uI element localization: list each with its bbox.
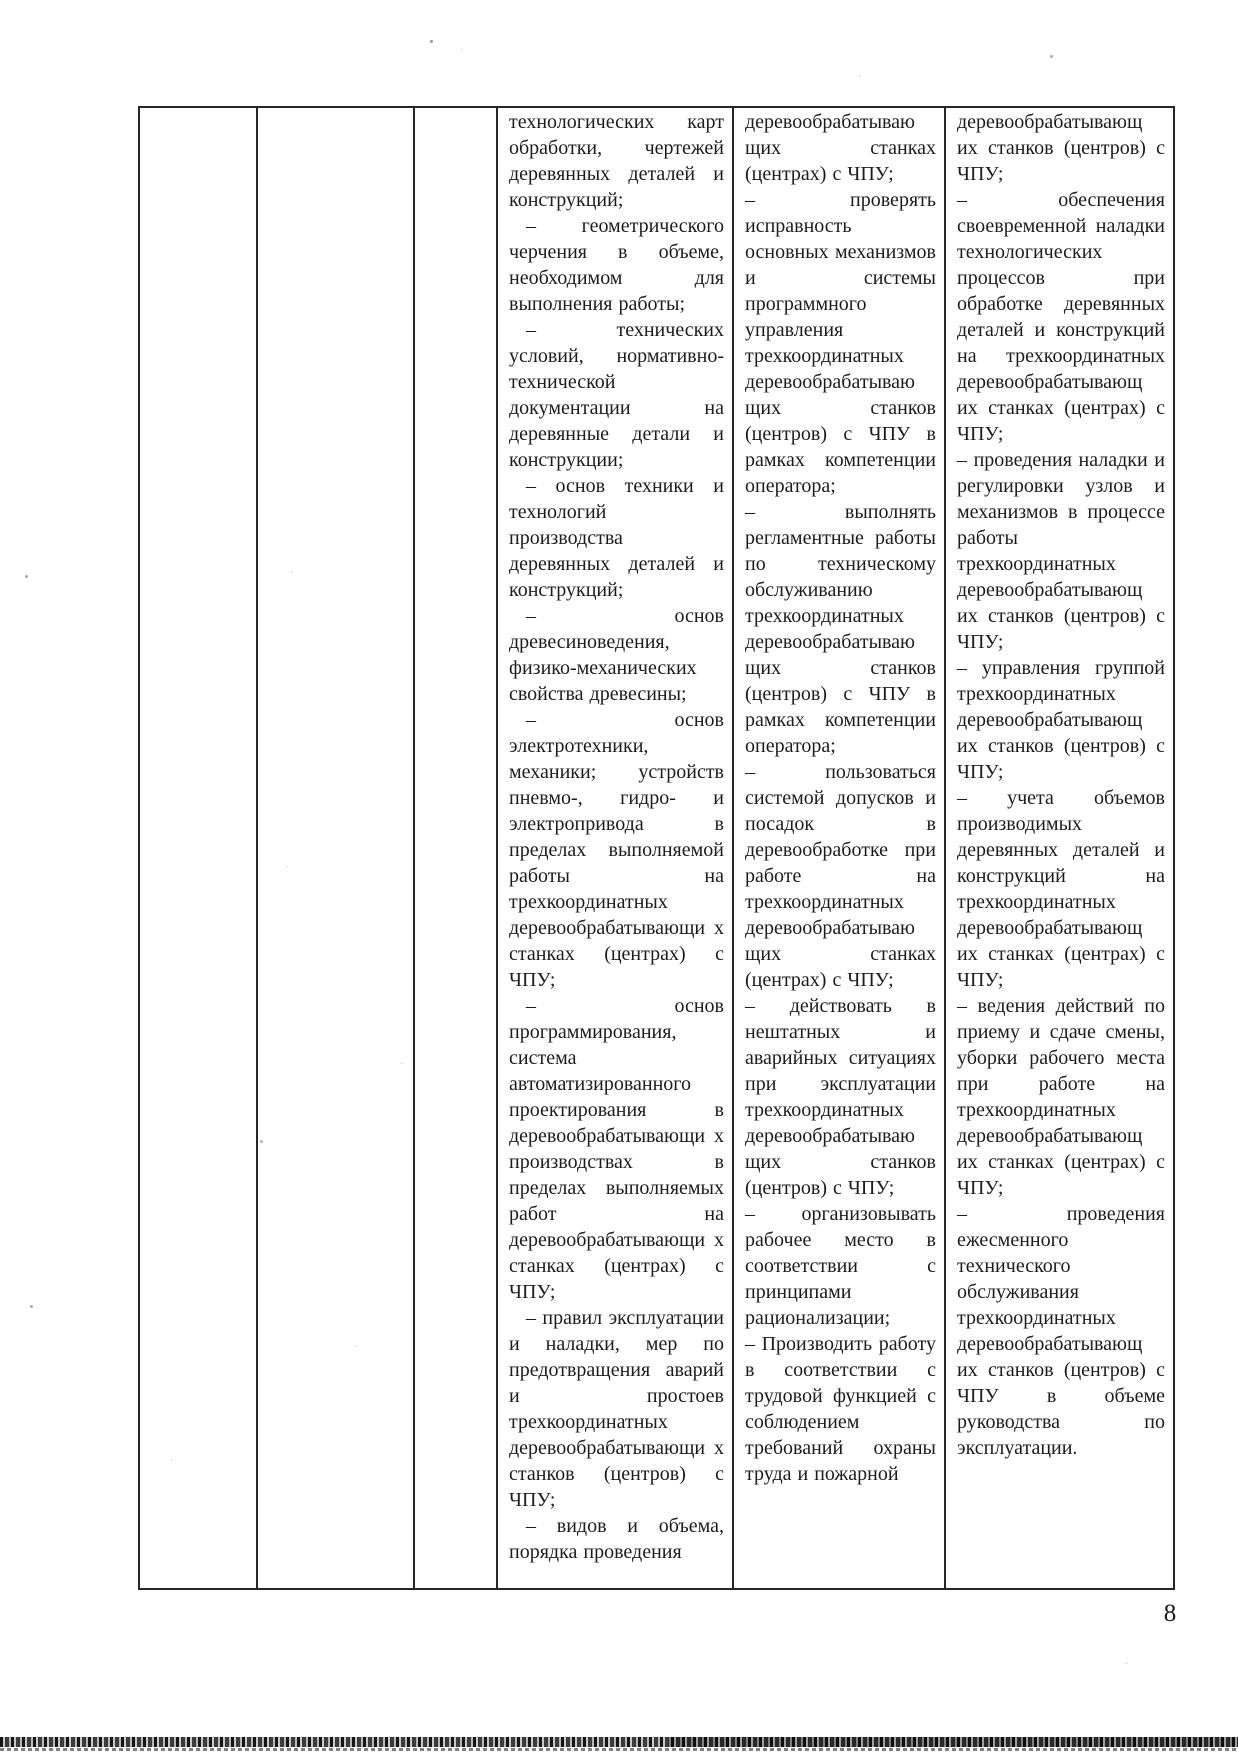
paragraph: – основ техники и технологий производства деревянных деталей и конструкций;: [509, 475, 724, 601]
table-cell-skills: [733, 107, 945, 1589]
qualification-table: [138, 106, 1175, 1590]
table-cell-labor-actions: [945, 107, 1174, 1589]
paragraph: – правил эксплуатации и наладки, мер по предотвращения аварий и простоев трехкоординатных деревообрабатывающи х станков (центров) с ЧПУ;: [509, 1307, 724, 1511]
paragraph: – проверять исправность основных механизмов и системы программного управления трехкоординатных деревообрабатываю щих станков (центров) с ЧПУ в рамках компетенции оператора;: [745, 189, 936, 497]
paragraph: – основ электротехники, механики; устройств пневмо-, гидро- и электропривода в пределах выполняемой работы на трехкоординатных деревообрабатывающи х станках (центрах) с ЧПУ;: [509, 709, 724, 991]
table-cell-empty-2: [257, 107, 414, 1589]
page-number: 8: [1163, 1600, 1177, 1627]
table-cell-knowledge: [497, 107, 733, 1589]
paragraph: – управления группой трехкоординатных деревообрабатывающ их станков (центров) с ЧПУ;: [957, 657, 1165, 783]
paragraph: – учета объемов производимых деревянных деталей и конструкций на трехкоординатных деревообрабатывающ их станках (центрах) с ЧПУ;: [957, 787, 1165, 991]
paragraph: деревообрабатываю щих станках (центрах) с ЧПУ;: [745, 111, 936, 185]
paragraph: деревообрабатывающ их станков (центров) с ЧПУ;: [957, 111, 1165, 185]
paragraph: – проведения ежесменного технического обслуживания трехкоординатных деревообрабатывающ их станков (центров) с ЧПУ в объеме руководства по эксплуатации.: [957, 1203, 1165, 1459]
paragraph: – геометрического черчения в объеме, необходимом для выполнения работы;: [509, 215, 724, 315]
paragraph: – видов и объема, порядка проведения: [509, 1515, 724, 1563]
paragraph: – выполнять регламентные работы по техническому обслуживанию трехкоординатных деревообрабатываю щих станков (центров) с ЧПУ в рамках компетенции оператора;: [745, 501, 936, 757]
table-cell-empty-3: [414, 107, 497, 1589]
paragraph: – основ программирования, система автоматизированного проектирования в деревообрабатывающи х производствах в пределах выполняемых работ на деревообрабатывающи х станках (центрах) с ЧПУ;: [509, 995, 724, 1303]
paragraph: – проведения наладки и регулировки узлов и механизмов в процессе работы трехкоординатных деревообрабатывающ их станков (центров) с ЧПУ;: [957, 449, 1165, 653]
paragraph: – обеспечения своевременной наладки технологических процессов при обработке деревянных деталей и конструкций на трехкоординатных деревообрабатывающ их станках (центрах) с ЧПУ;: [957, 189, 1165, 445]
scan-artifact-bar: [0, 1737, 1238, 1747]
paragraph: – организовывать рабочее место в соответствии с принципами рационализации;: [745, 1203, 936, 1329]
paragraph: – ведения действий по приему и сдаче смены, уборки рабочего места при работе на трехкоординатных деревообрабатывающ их станках (центрах) с ЧПУ;: [957, 995, 1165, 1199]
paragraph: – основ древесиноведения, физико-механических свойства древесины;: [509, 605, 724, 705]
paragraph: – пользоваться системой допусков и посадок в деревообработке при работе на трехкоординатных деревообрабатываю щих станках (центрах) с ЧПУ;: [745, 761, 936, 991]
paragraph: – технических условий, нормативно-технической документации на деревянные детали и конструкции;: [509, 319, 724, 471]
paragraph: технологических карт обработки, чертежей деревянных деталей и конструкций;: [509, 111, 724, 211]
table-cell-empty-1: [139, 107, 257, 1589]
table-row: [139, 107, 1174, 1589]
paragraph: – Производить работу в соответствии с трудовой функцией с соблюдением требований охраны труда и пожарной: [745, 1333, 936, 1485]
paragraph: – действовать в нештатных и аварийных ситуациях при эксплуатации трехкоординатных деревообрабатываю щих станков (центров) с ЧПУ;: [745, 995, 936, 1199]
scan-artifact-bar-thin: [0, 1748, 1238, 1751]
scan-noise-specks: [430, 40, 433, 43]
